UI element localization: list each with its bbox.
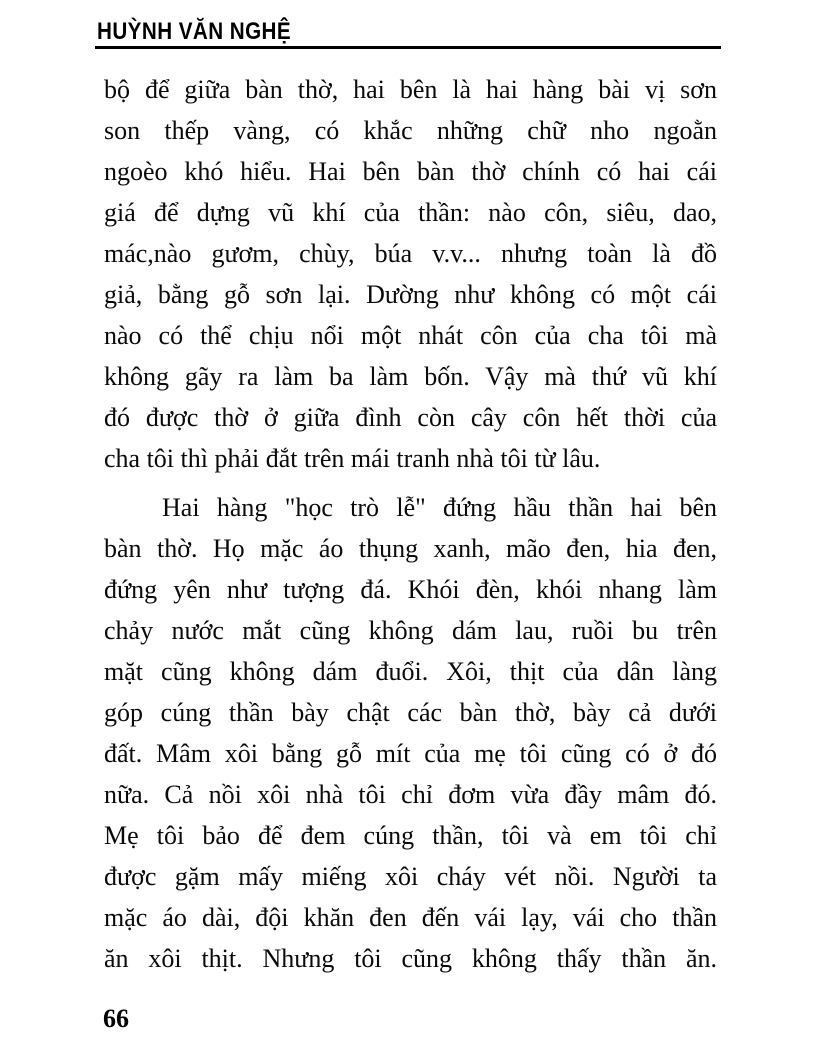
text-line: mặt cũng không dám đuổi. Xôi, thịt của dân làng — [104, 657, 717, 686]
paragraph — [104, 69, 717, 479]
text-line: nữa. Cả nồi xôi nhà tôi chỉ đơm vừa đầy mâm đó. — [104, 780, 717, 809]
text-line: không gãy ra làm ba làm bốn. Vậy mà thứ vũ khí — [104, 362, 717, 391]
text-line: bàn thờ. Họ mặc áo thụng xanh, mão đen, hia đen, — [104, 534, 717, 563]
text-line: son thếp vàng, có khắc những chữ nho ngoằn — [104, 116, 717, 145]
text-line: được gặm mấy miếng xôi cháy vét nồi. Người ta — [104, 862, 717, 891]
text-line: ngoèo khó hiểu. Hai bên bàn thờ chính có hai cái — [104, 157, 717, 186]
text-line: ăn xôi thịt. Nhưng tôi cũng không thấy thần ăn. — [104, 944, 717, 973]
text-line: đứng yên như tượng đá. Khói đèn, khói nhang làm — [104, 575, 717, 604]
text-line: Hai hàng "học trò lễ" đứng hầu thần hai bên — [162, 493, 717, 522]
header-rule — [95, 46, 721, 49]
text-line: nào có thể chịu nổi một nhát côn của cha tôi mà — [104, 321, 717, 350]
text-line: đó được thờ ở giữa đình còn cây côn hết thời của — [104, 403, 717, 432]
text-line: đất. Mâm xôi bằng gỗ mít của mẹ tôi cũng có ở đó — [104, 739, 717, 768]
running-header-title: HUỲNH VĂN NGHỆ — [97, 18, 292, 45]
page-number: 66 — [103, 1004, 129, 1033]
body-text — [104, 69, 717, 979]
text-line: bộ để giữa bàn thờ, hai bên là hai hàng bài vị sơn — [104, 75, 717, 104]
text-line: giả, bằng gỗ sơn lại. Dường như không có một cái — [104, 280, 717, 309]
text-line: mác,nào gươm, chùy, búa v.v... nhưng toàn là đồ — [104, 239, 717, 268]
text-line: cha tôi thì phải đắt trên mái tranh nhà tôi từ lâu. — [104, 444, 601, 473]
text-line: mặc áo dài, đội khăn đen đến vái lạy, vái cho thần — [104, 903, 717, 932]
text-line: chảy nước mắt cũng không dám lau, ruồi bu trên — [104, 616, 717, 645]
text-line: Mẹ tôi bảo để đem cúng thần, tôi và em tôi chỉ — [104, 821, 717, 850]
paragraph — [104, 487, 717, 979]
text-line: góp cúng thần bày chật các bàn thờ, bày cả dưới — [104, 698, 717, 727]
text-line: giá để dựng vũ khí của thần: nào côn, siêu, dao, — [104, 198, 717, 227]
